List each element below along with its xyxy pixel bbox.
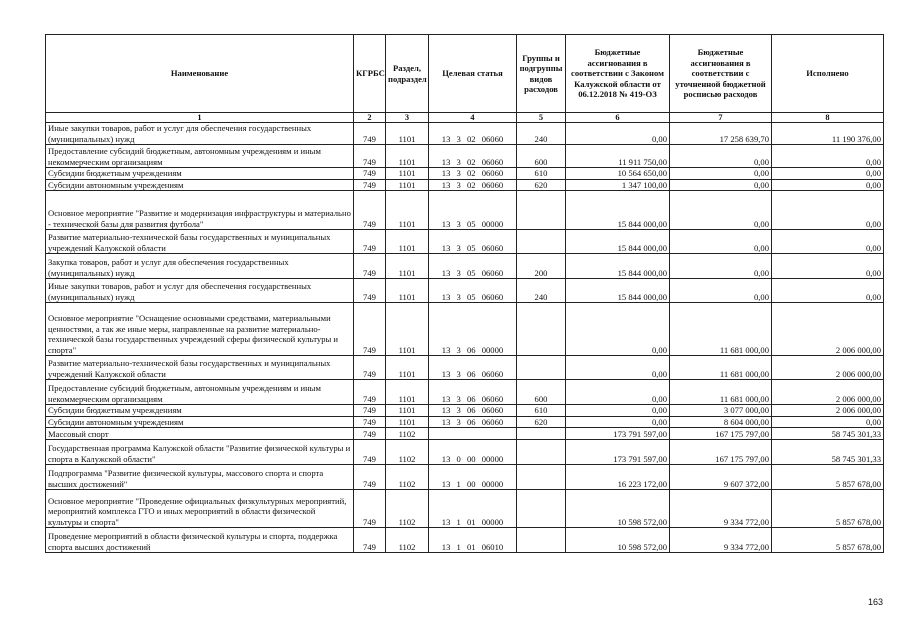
- cell-law-amount: 15 844 000,00: [566, 279, 670, 303]
- cell-executed-amount: 0,00: [772, 179, 884, 191]
- cell-name: Основное мероприятие "Проведение официальных физкультурных мероприятий, мероприятий комплекса ГТО и иных мероприятий в области физической культуры и спорта": [46, 490, 354, 528]
- cell-expense-type: 600: [517, 380, 566, 405]
- cell-rospis-amount: 11 681 000,00: [670, 303, 772, 356]
- cell-rospis-amount: 0,00: [670, 254, 772, 279]
- cell-name: Закупка товаров, работ и услуг для обеспечения государственных (муниципальных) нужд: [46, 254, 354, 279]
- table-row: [46, 303, 884, 356]
- cell-razdel: 1101: [386, 254, 429, 279]
- col-header-rospis: Бюджетные ассигнования в соответствии с уточненной бюджетной росписью расходов: [670, 35, 772, 113]
- cell-razdel: 1101: [386, 230, 429, 254]
- cell-expense-type: [517, 428, 566, 440]
- cell-razdel: 1102: [386, 440, 429, 465]
- cell-razdel: 1101: [386, 191, 429, 230]
- col-header-vid: Группы и подгруппы видов расходов: [517, 35, 566, 113]
- cell-rospis-amount: 8 604 000,00: [670, 416, 772, 428]
- col-number: 3: [386, 113, 429, 123]
- cell-name: Субсидии бюджетным учреждениям: [46, 168, 354, 180]
- cell-law-amount: 10 564 650,00: [566, 168, 670, 180]
- cell-executed-amount: 0,00: [772, 416, 884, 428]
- cell-target-article: 13 3 06 06060: [429, 356, 517, 380]
- cell-razdel: 1101: [386, 416, 429, 428]
- table-row: [46, 179, 884, 191]
- col-header-cs: Целевая статья: [429, 35, 517, 113]
- table-row: [46, 428, 884, 440]
- cell-executed-amount: 58 745 301,33: [772, 440, 884, 465]
- page-number: 163: [868, 597, 884, 607]
- cell-rospis-amount: 11 681 000,00: [670, 356, 772, 380]
- table-row: [46, 416, 884, 428]
- col-header-name: Наименование: [46, 35, 354, 113]
- cell-razdel: 1101: [386, 405, 429, 417]
- cell-executed-amount: 2 006 000,00: [772, 405, 884, 417]
- col-header-razdel: Раздел, подраздел: [386, 35, 429, 113]
- cell-kgrbs: 749: [354, 490, 386, 528]
- cell-executed-amount: 0,00: [772, 279, 884, 303]
- cell-name: Развитие материально-технической базы государственных и муниципальных учреждений Калужской области: [46, 230, 354, 254]
- cell-kgrbs: 749: [354, 230, 386, 254]
- cell-expense-type: [517, 303, 566, 356]
- cell-name: Основное мероприятие "Развитие и модернизация инфраструктуры и материально - технической базы для развития футбола": [46, 191, 354, 230]
- cell-kgrbs: 749: [354, 380, 386, 405]
- cell-expense-type: 600: [517, 145, 566, 168]
- cell-rospis-amount: 3 077 000,00: [670, 405, 772, 417]
- cell-rospis-amount: 0,00: [670, 168, 772, 180]
- cell-rospis-amount: 0,00: [670, 230, 772, 254]
- cell-kgrbs: 749: [354, 465, 386, 490]
- cell-rospis-amount: 9 607 372,00: [670, 465, 772, 490]
- cell-kgrbs: 749: [354, 440, 386, 465]
- cell-name: Предоставление субсидий бюджетным, автономным учреждениям и иным некоммерческим организациям: [46, 145, 354, 168]
- cell-expense-type: 620: [517, 416, 566, 428]
- cell-executed-amount: 5 857 678,00: [772, 465, 884, 490]
- cell-razdel: 1102: [386, 465, 429, 490]
- cell-expense-type: [517, 528, 566, 553]
- header-row: [46, 35, 884, 113]
- cell-kgrbs: 749: [354, 168, 386, 180]
- cell-executed-amount: 5 857 678,00: [772, 528, 884, 553]
- cell-expense-type: 620: [517, 179, 566, 191]
- cell-target-article: 13 1 01 06010: [429, 528, 517, 553]
- cell-target-article: 13 3 02 06060: [429, 179, 517, 191]
- cell-rospis-amount: 0,00: [670, 279, 772, 303]
- cell-kgrbs: 749: [354, 528, 386, 553]
- cell-rospis-amount: 0,00: [670, 179, 772, 191]
- cell-name: Проведение мероприятий в области физической культуры и спорта, поддержка спорта высших достижений: [46, 528, 354, 553]
- cell-name: Предоставление субсидий бюджетным, автономным учреждениям и иным некоммерческим организациям: [46, 380, 354, 405]
- col-number: 2: [354, 113, 386, 123]
- cell-target-article: 13 3 02 06060: [429, 123, 517, 145]
- cell-kgrbs: 749: [354, 405, 386, 417]
- table-row: [46, 254, 884, 279]
- cell-executed-amount: 2 006 000,00: [772, 303, 884, 356]
- col-number: 5: [517, 113, 566, 123]
- cell-name: Субсидии автономным учреждениям: [46, 179, 354, 191]
- cell-target-article: 13 0 00 00000: [429, 440, 517, 465]
- cell-razdel: 1102: [386, 490, 429, 528]
- cell-expense-type: [517, 465, 566, 490]
- cell-name: Развитие материально-технической базы государственных и муниципальных учреждений Калужской области: [46, 356, 354, 380]
- col-number: 8: [772, 113, 884, 123]
- cell-law-amount: 15 844 000,00: [566, 230, 670, 254]
- cell-razdel: 1101: [386, 303, 429, 356]
- table-row: [46, 356, 884, 380]
- col-number: 6: [566, 113, 670, 123]
- cell-target-article: 13 3 06 06060: [429, 416, 517, 428]
- col-header-law: Бюджетные ассигнования в соответствии с Законом Калужской области от 06.12.2018 № 419-ОЗ: [566, 35, 670, 113]
- cell-kgrbs: 749: [354, 145, 386, 168]
- cell-rospis-amount: 167 175 797,00: [670, 440, 772, 465]
- cell-executed-amount: 11 190 376,00: [772, 123, 884, 145]
- cell-rospis-amount: 17 258 639,70: [670, 123, 772, 145]
- column-number-row: [46, 113, 884, 123]
- cell-executed-amount: 2 006 000,00: [772, 356, 884, 380]
- cell-target-article: 13 3 05 06060: [429, 230, 517, 254]
- cell-kgrbs: 749: [354, 254, 386, 279]
- cell-executed-amount: 0,00: [772, 191, 884, 230]
- cell-kgrbs: 749: [354, 191, 386, 230]
- cell-kgrbs: 749: [354, 279, 386, 303]
- cell-target-article: 13 3 06 06060: [429, 405, 517, 417]
- table-row: [46, 145, 884, 168]
- cell-expense-type: 240: [517, 123, 566, 145]
- cell-rospis-amount: 9 334 772,00: [670, 490, 772, 528]
- cell-law-amount: 10 598 572,00: [566, 490, 670, 528]
- table-row: [46, 168, 884, 180]
- cell-target-article: 13 3 06 00000: [429, 303, 517, 356]
- cell-executed-amount: 0,00: [772, 168, 884, 180]
- cell-law-amount: 11 911 750,00: [566, 145, 670, 168]
- cell-name: Государственная программа Калужской области "Развитие физической культуры и спорта в Калужской области": [46, 440, 354, 465]
- cell-expense-type: [517, 230, 566, 254]
- cell-razdel: 1101: [386, 356, 429, 380]
- col-number: 4: [429, 113, 517, 123]
- table-row: [46, 528, 884, 553]
- cell-razdel: 1102: [386, 428, 429, 440]
- col-number: 1: [46, 113, 354, 123]
- cell-law-amount: 0,00: [566, 416, 670, 428]
- cell-kgrbs: 749: [354, 428, 386, 440]
- cell-executed-amount: 0,00: [772, 145, 884, 168]
- cell-name: Массовый спорт: [46, 428, 354, 440]
- cell-executed-amount: 5 857 678,00: [772, 490, 884, 528]
- cell-razdel: 1102: [386, 528, 429, 553]
- cell-executed-amount: 0,00: [772, 230, 884, 254]
- cell-law-amount: 1 347 100,00: [566, 179, 670, 191]
- cell-executed-amount: 2 006 000,00: [772, 380, 884, 405]
- cell-razdel: 1101: [386, 380, 429, 405]
- table-row: [46, 405, 884, 417]
- cell-law-amount: 0,00: [566, 405, 670, 417]
- cell-expense-type: [517, 440, 566, 465]
- cell-target-article: 13 1 00 00000: [429, 465, 517, 490]
- cell-name: Иные закупки товаров, работ и услуг для обеспечения государственных (муниципальных) нужд: [46, 123, 354, 145]
- cell-kgrbs: 749: [354, 179, 386, 191]
- cell-target-article: 13 3 05 00000: [429, 191, 517, 230]
- cell-law-amount: 173 791 597,00: [566, 440, 670, 465]
- cell-razdel: 1101: [386, 123, 429, 145]
- cell-name: Основное мероприятие "Оснащение основными средствами, материальными ценностями, а так же иные меры, направленные на развитие материально-технической базы государственных учреждений сферы физической культуры и спорта": [46, 303, 354, 356]
- cell-rospis-amount: 11 681 000,00: [670, 380, 772, 405]
- table-row: [46, 123, 884, 145]
- cell-law-amount: 16 223 172,00: [566, 465, 670, 490]
- table-row: [46, 465, 884, 490]
- table-row: [46, 440, 884, 465]
- cell-law-amount: 0,00: [566, 380, 670, 405]
- col-number: 7: [670, 113, 772, 123]
- cell-executed-amount: 58 745 301,33: [772, 428, 884, 440]
- table-row: [46, 230, 884, 254]
- cell-name: Субсидии бюджетным учреждениям: [46, 405, 354, 417]
- cell-razdel: 1101: [386, 179, 429, 191]
- cell-expense-type: [517, 356, 566, 380]
- cell-razdel: 1101: [386, 168, 429, 180]
- cell-razdel: 1101: [386, 145, 429, 168]
- cell-expense-type: 610: [517, 168, 566, 180]
- cell-name: Иные закупки товаров, работ и услуг для обеспечения государственных (муниципальных) нужд: [46, 279, 354, 303]
- cell-law-amount: 173 791 597,00: [566, 428, 670, 440]
- cell-law-amount: 10 598 572,00: [566, 528, 670, 553]
- cell-rospis-amount: 0,00: [670, 145, 772, 168]
- col-header-kgrbs: КГРБС: [354, 35, 386, 113]
- cell-kgrbs: 749: [354, 123, 386, 145]
- table-row: [46, 191, 884, 230]
- budget-table: [45, 34, 884, 553]
- cell-expense-type: 610: [517, 405, 566, 417]
- cell-law-amount: 0,00: [566, 356, 670, 380]
- cell-expense-type: [517, 490, 566, 528]
- table-row: [46, 380, 884, 405]
- cell-law-amount: 15 844 000,00: [566, 254, 670, 279]
- cell-kgrbs: 749: [354, 356, 386, 380]
- cell-target-article: 13 3 02 06060: [429, 145, 517, 168]
- cell-name: Подпрограмма "Развитие физической культуры, массового спорта и спорта высших достижений": [46, 465, 354, 490]
- cell-target-article: 13 3 02 06060: [429, 168, 517, 180]
- cell-rospis-amount: 0,00: [670, 191, 772, 230]
- cell-expense-type: [517, 191, 566, 230]
- table-row: [46, 279, 884, 303]
- cell-target-article: 13 3 06 06060: [429, 380, 517, 405]
- cell-law-amount: 0,00: [566, 123, 670, 145]
- cell-target-article: 13 1 01 00000: [429, 490, 517, 528]
- cell-razdel: 1101: [386, 279, 429, 303]
- table-row: [46, 490, 884, 528]
- cell-expense-type: 240: [517, 279, 566, 303]
- cell-law-amount: 15 844 000,00: [566, 191, 670, 230]
- cell-name: Субсидии автономным учреждениям: [46, 416, 354, 428]
- cell-kgrbs: 749: [354, 303, 386, 356]
- cell-rospis-amount: 9 334 772,00: [670, 528, 772, 553]
- cell-target-article: [429, 428, 517, 440]
- cell-kgrbs: 749: [354, 416, 386, 428]
- cell-expense-type: 200: [517, 254, 566, 279]
- cell-rospis-amount: 167 175 797,00: [670, 428, 772, 440]
- cell-executed-amount: 0,00: [772, 254, 884, 279]
- cell-target-article: 13 3 05 06060: [429, 254, 517, 279]
- col-header-isp: Исполнено: [772, 35, 884, 113]
- cell-law-amount: 0,00: [566, 303, 670, 356]
- cell-target-article: 13 3 05 06060: [429, 279, 517, 303]
